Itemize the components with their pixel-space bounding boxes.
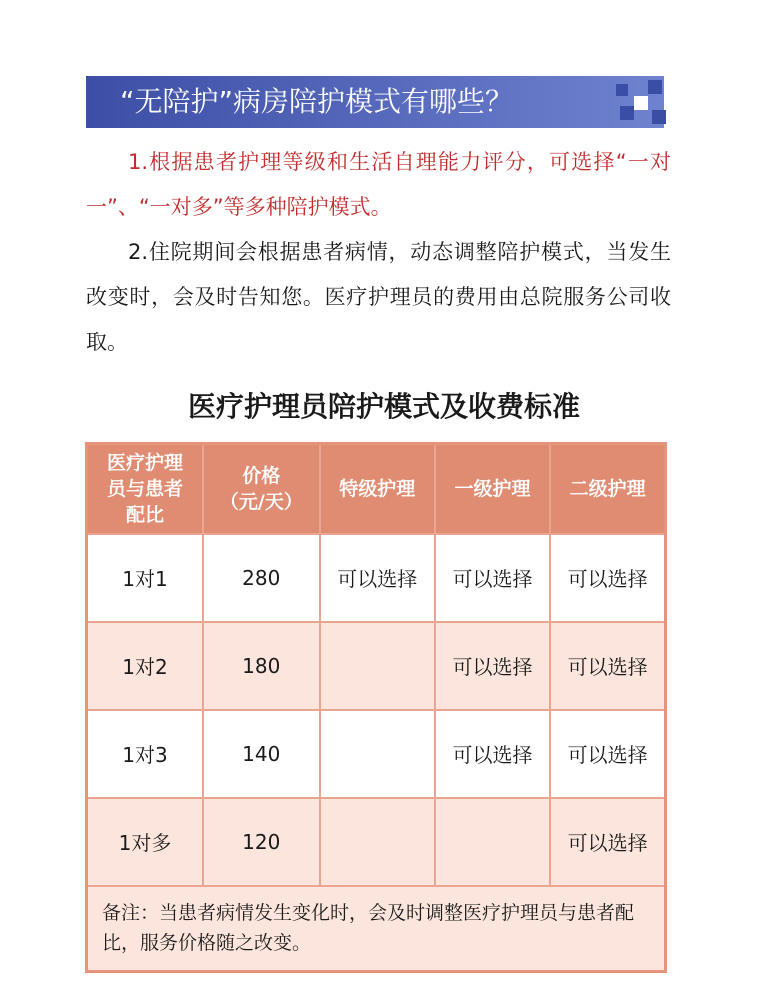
banner-title: “无陪护”病房陪护模式有哪些？ bbox=[120, 85, 514, 118]
paragraph-2: 2.住院期间会根据患者病情，动态调整陪护模式，当发生改变时，会及时告知您。医疗护理员的费用由总院服务公司收取。 bbox=[86, 240, 671, 354]
cell-level1: 可以选择 bbox=[435, 622, 550, 710]
cell-special bbox=[320, 798, 435, 886]
fee-table bbox=[85, 442, 667, 973]
table-row bbox=[87, 622, 666, 710]
cell-level2: 可以选择 bbox=[550, 798, 665, 886]
table-header-row bbox=[87, 444, 666, 534]
table-row bbox=[87, 798, 666, 886]
section-banner bbox=[86, 76, 664, 128]
cell-price: 180 bbox=[203, 622, 320, 710]
header-level2-care: 二级护理 bbox=[550, 444, 665, 534]
table-note: 备注：当患者病情发生变化时，会及时调整医疗护理员与患者配比，服务价格随之改变。 bbox=[87, 886, 666, 972]
cell-ratio: 1对2 bbox=[87, 622, 203, 710]
cell-level2: 可以选择 bbox=[550, 710, 665, 798]
cell-price: 280 bbox=[203, 534, 320, 622]
cell-ratio: 1对3 bbox=[87, 710, 203, 798]
cell-level1 bbox=[435, 798, 550, 886]
cell-level2: 可以选择 bbox=[550, 534, 665, 622]
paragraph-1: 1.根据患者护理等级和生活自理能力评分，可选择“一对一”、“一对多”等多种陪护模式。 bbox=[86, 150, 671, 219]
cell-level2: 可以选择 bbox=[550, 622, 665, 710]
cell-special bbox=[320, 622, 435, 710]
header-price: 价格（元/天） bbox=[203, 444, 320, 534]
table-row bbox=[87, 710, 666, 798]
cell-price: 140 bbox=[203, 710, 320, 798]
cell-special: 可以选择 bbox=[320, 534, 435, 622]
header-special-care: 特级护理 bbox=[320, 444, 435, 534]
cell-price: 120 bbox=[203, 798, 320, 886]
table-row bbox=[87, 534, 666, 622]
table-title: 医疗护理员陪护模式及收费标准 bbox=[187, 390, 580, 423]
header-level1-care: 一级护理 bbox=[435, 444, 550, 534]
cell-ratio: 1对1 bbox=[87, 534, 203, 622]
cell-level1: 可以选择 bbox=[435, 534, 550, 622]
table-note-row bbox=[87, 886, 666, 972]
header-ratio: 医疗护理员与患者配比 bbox=[87, 444, 203, 534]
cell-ratio: 1对多 bbox=[87, 798, 203, 886]
cell-level1: 可以选择 bbox=[435, 710, 550, 798]
checker-decoration-icon bbox=[612, 76, 668, 128]
cell-special bbox=[320, 710, 435, 798]
